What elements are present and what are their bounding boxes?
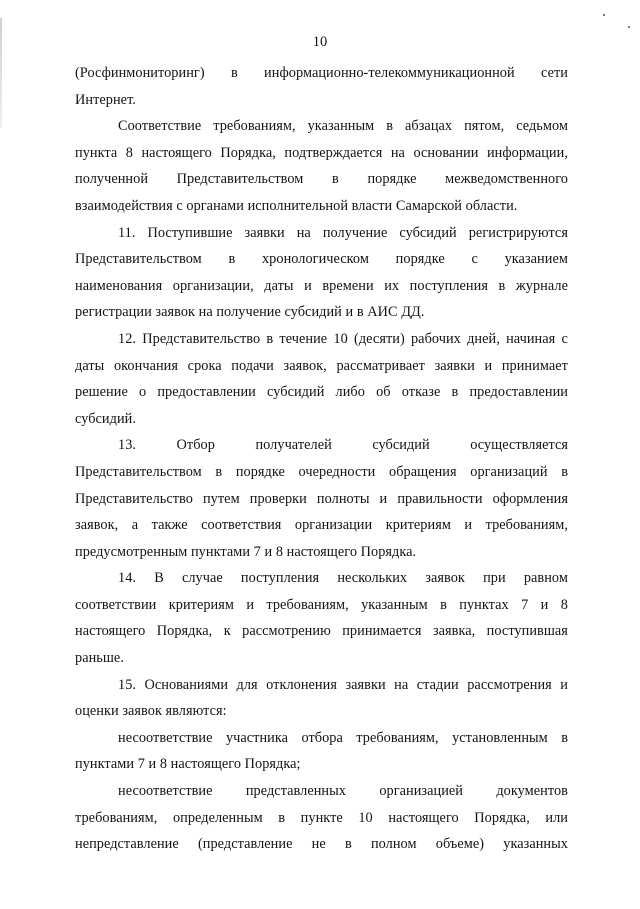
word: соответствия <box>201 517 282 534</box>
word: Основаниями <box>144 676 229 693</box>
text-line <box>75 166 568 193</box>
word: их <box>384 277 400 294</box>
word: в <box>386 118 394 135</box>
word: указанным <box>307 118 375 135</box>
word: организации <box>294 517 373 534</box>
word: Представительством <box>75 251 202 268</box>
word: предоставлении <box>469 384 568 401</box>
word: основании <box>413 144 479 161</box>
text-line <box>75 220 568 247</box>
word: 10 <box>333 330 348 347</box>
word: Представительство <box>142 330 261 347</box>
word: непредставление <box>75 836 179 853</box>
word: в <box>230 65 238 81</box>
word: 11. <box>118 224 136 241</box>
word: требованиям, <box>266 596 349 613</box>
word: также <box>151 517 188 534</box>
word: или <box>545 809 568 826</box>
word: очередности <box>298 463 376 480</box>
word: порядке <box>367 171 417 188</box>
word: регистрации заявок на получение субсидий и в АИС ДД. <box>75 304 425 321</box>
word: заявок, <box>283 357 327 374</box>
word: в <box>498 277 506 294</box>
word: нескольких <box>337 570 408 587</box>
text-line <box>75 140 568 167</box>
word: требованиям, <box>485 517 568 534</box>
word: 14. <box>118 570 137 587</box>
text-line <box>75 299 568 326</box>
word: В <box>154 570 164 587</box>
word: предоставлении <box>157 384 256 401</box>
word: либо <box>335 384 365 401</box>
word: подачи <box>231 357 274 374</box>
text-line <box>75 246 568 273</box>
word: требованиям, <box>213 118 296 135</box>
word: и <box>540 596 549 613</box>
word: оценки заявок являются: <box>75 703 227 720</box>
word: настоящего <box>75 623 146 640</box>
word: представленных <box>245 783 346 800</box>
word: раньше. <box>75 650 124 667</box>
word: пункта <box>75 144 118 161</box>
word: при <box>483 570 506 587</box>
word: отклонения <box>266 676 337 693</box>
word: хронологическом <box>261 251 369 268</box>
word: рабочих <box>410 330 461 347</box>
word: для <box>236 676 258 693</box>
word: указанием <box>504 251 568 268</box>
word: рассмотрения <box>467 676 552 693</box>
word: поступления <box>409 277 488 294</box>
word: заявки <box>434 357 475 374</box>
word: обращения <box>389 463 457 480</box>
word: заявки <box>244 224 285 241</box>
word: принимается <box>342 623 422 640</box>
word: 15. <box>118 676 137 693</box>
word: информации, <box>486 144 568 161</box>
word: наименования <box>75 277 163 294</box>
word: начиная <box>506 330 556 347</box>
word: Поступившие <box>147 224 233 241</box>
text-line <box>75 353 568 380</box>
word: рассматривает <box>336 357 425 374</box>
word: а <box>131 517 139 534</box>
word: несоответствие <box>118 783 213 800</box>
word: осуществляется <box>470 437 568 454</box>
word: времени <box>322 277 374 294</box>
word: определенным <box>172 809 263 826</box>
text-line <box>75 672 568 699</box>
word: Порядка, <box>220 144 276 161</box>
word: 10 <box>358 809 373 826</box>
word: участника <box>225 729 289 746</box>
word: Порядка, <box>474 809 530 826</box>
word: организацией <box>379 783 464 800</box>
word: полноты <box>316 490 370 507</box>
word: субсидий <box>399 224 457 241</box>
word: критериям <box>168 596 234 613</box>
word: дней, <box>467 330 500 347</box>
word: седьмом <box>516 118 568 135</box>
word: организаций <box>470 463 548 480</box>
word: окончания <box>113 357 179 374</box>
word: в <box>228 251 236 268</box>
text-line <box>75 645 568 672</box>
word: указанным <box>361 596 428 613</box>
word: заявок, <box>75 517 119 534</box>
word: и <box>304 277 312 294</box>
word: Интернет. <box>75 91 136 108</box>
text-line <box>75 432 568 459</box>
word: (Росфинмониторинг) <box>75 65 205 81</box>
word: в <box>332 171 339 188</box>
word: решение <box>75 384 128 401</box>
text-line <box>75 698 568 725</box>
word: в <box>344 836 352 853</box>
word: пунктами 7 и 8 настоящего Порядка; <box>75 756 301 773</box>
word: и <box>464 517 473 534</box>
word: рассмотрению <box>242 623 331 640</box>
word: подтверждается <box>284 144 383 161</box>
word: течение <box>279 330 328 347</box>
word: организации, <box>172 277 254 294</box>
text-line <box>75 805 568 832</box>
word: получение <box>322 224 388 241</box>
text-line <box>75 406 568 433</box>
word: о <box>139 384 147 401</box>
word: об <box>376 384 391 401</box>
word: субсидий. <box>75 410 136 427</box>
text-line <box>75 459 568 486</box>
word: 8 <box>125 144 133 161</box>
word: отбора <box>301 729 343 746</box>
word: принимает <box>501 357 568 374</box>
word: документов <box>496 783 568 800</box>
word: в <box>278 809 286 826</box>
scan-speck <box>628 26 630 28</box>
text-line <box>75 831 568 858</box>
word: полученной <box>75 171 149 188</box>
word: пунктах <box>459 596 509 613</box>
word: Представительство <box>75 490 193 507</box>
word: Отбор <box>176 437 215 454</box>
text-line <box>75 87 568 114</box>
text-line <box>75 592 568 619</box>
word: информационно-телекоммуникационной <box>264 65 515 81</box>
word: межведомственного <box>445 171 568 188</box>
word: 12. <box>118 330 137 347</box>
word: с <box>471 251 478 268</box>
word: соответствии <box>75 596 157 613</box>
word: в <box>451 384 459 401</box>
text-line <box>75 326 568 353</box>
word: и <box>484 357 493 374</box>
word: взаимодействия с органами исполнительной власти Самарской области. <box>75 197 518 214</box>
text-line <box>75 618 568 645</box>
word: поступившая <box>486 623 568 640</box>
word: установленным <box>452 729 548 746</box>
text-line <box>75 486 568 513</box>
word: и <box>246 596 255 613</box>
word: 7 <box>521 596 529 613</box>
word: полном <box>370 836 417 853</box>
word: даты <box>264 277 294 294</box>
word: правильности <box>397 490 483 507</box>
text-line <box>75 512 568 539</box>
word: настоящего <box>388 809 459 826</box>
word: стадии <box>416 676 459 693</box>
text-line <box>75 193 568 220</box>
word: требованиям, <box>356 729 439 746</box>
text-line <box>75 60 568 87</box>
word: в <box>561 729 568 746</box>
word: равном <box>523 570 568 587</box>
word: на <box>390 144 405 161</box>
word: даты <box>75 357 105 374</box>
word: сети <box>541 65 568 81</box>
word: объеме) <box>435 836 485 853</box>
word: отказе <box>401 384 441 401</box>
word: на <box>296 224 311 241</box>
word: на <box>394 676 409 693</box>
word: 13. <box>118 437 137 454</box>
word: заявок <box>425 570 465 587</box>
word: поступления <box>240 570 320 587</box>
word: заявка, <box>432 623 476 640</box>
word: критериям <box>385 517 451 534</box>
scan-speck <box>603 14 605 16</box>
word: пункте <box>300 809 343 826</box>
word: (представление <box>197 836 293 853</box>
word: и <box>379 490 388 507</box>
word: Представительством <box>75 463 202 480</box>
word: несоответствие <box>118 729 213 746</box>
word: требованиям, <box>75 809 158 826</box>
word: абзацах <box>405 118 453 135</box>
word: Соответствие <box>118 118 202 135</box>
word: (десяти) <box>354 330 405 347</box>
word: предусмотренным пунктами 7 и 8 настоящего Порядка. <box>75 543 417 560</box>
text-line <box>75 113 568 140</box>
word: пятом, <box>464 118 505 135</box>
word: и <box>560 676 568 693</box>
word: срока <box>187 357 222 374</box>
word: Представительством <box>176 171 304 188</box>
word: порядке <box>235 463 285 480</box>
text-line <box>75 751 568 778</box>
word: журнале <box>515 277 568 294</box>
word: регистрируются <box>468 224 568 241</box>
word: получателей <box>255 437 332 454</box>
word: в <box>215 463 223 480</box>
word: с <box>561 330 568 347</box>
document-body <box>75 60 568 858</box>
word: указанных <box>503 836 568 853</box>
text-line <box>75 379 568 406</box>
word: субсидий <box>267 384 325 401</box>
word: субсидий <box>372 437 430 454</box>
text-line <box>75 725 568 752</box>
word: заявки <box>345 676 386 693</box>
text-line <box>75 565 568 592</box>
word: в <box>266 330 274 347</box>
word: в <box>440 596 447 613</box>
word: Порядка, <box>156 623 213 640</box>
page-number: 10 <box>312 34 328 50</box>
text-line <box>75 778 568 805</box>
word: в <box>561 463 568 480</box>
text-line <box>75 539 568 566</box>
word: оформления <box>492 490 568 507</box>
word: настоящего <box>141 144 212 161</box>
word: 8 <box>560 596 568 613</box>
word: случае <box>181 570 223 587</box>
word: не <box>311 836 326 853</box>
word: порядке <box>395 251 445 268</box>
word: проверки <box>249 490 307 507</box>
word: к <box>223 623 231 640</box>
text-line <box>75 273 568 300</box>
word: путем <box>202 490 240 507</box>
